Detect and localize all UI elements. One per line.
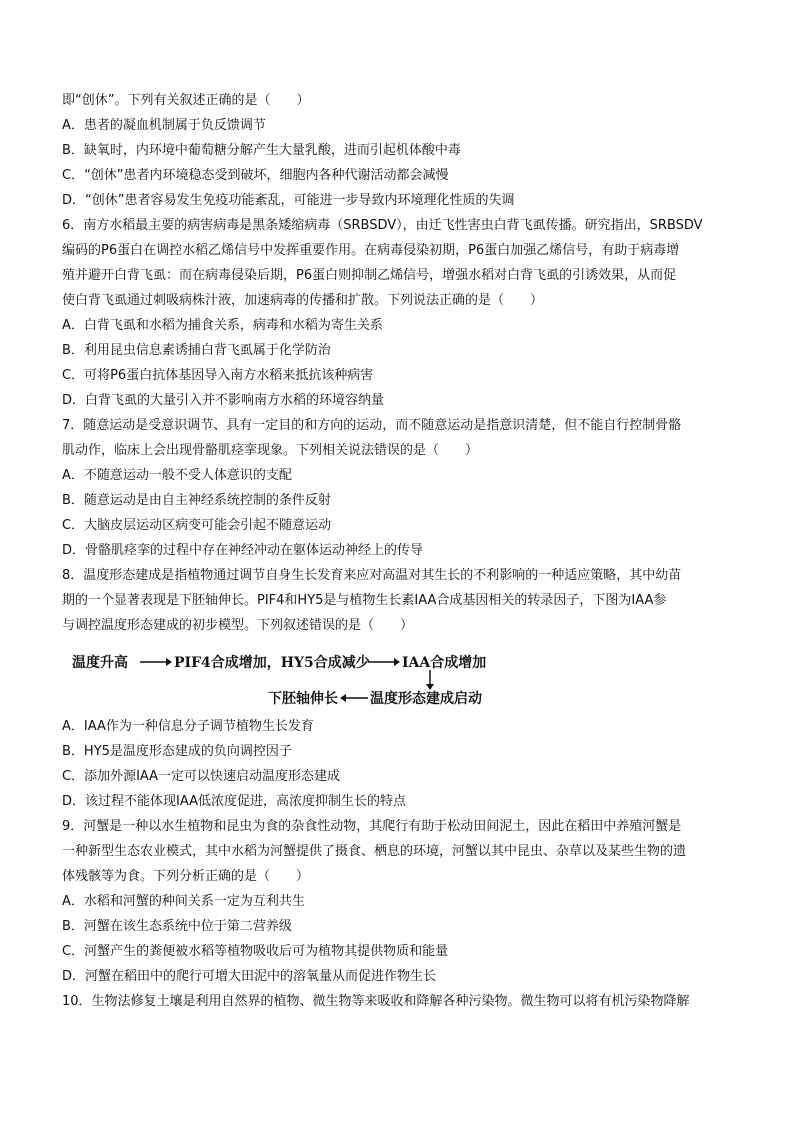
question-7-option-b: B．随意运动是由自主神经系统控制的条件反射 (62, 493, 331, 508)
question-7-stem-line: 7．随意运动是受意识调节、具有一定目的和方向的运动，而不随意运动是指意识清楚，但不能自行控制骨骼 (62, 418, 682, 433)
question-5-option-a: A．患者的凝血机制属于负反馈调节 (62, 118, 266, 133)
arrow-right-icon (140, 656, 172, 668)
arrow-down-icon (424, 670, 436, 690)
question-7-stem-line: 肌动作，临床上会出现骨骼肌痉挛现象。下列相关说法错误的是（ ） (62, 443, 479, 458)
question-9-stem-line: 9．河蟹是一种以水生植物和昆虫为食的杂食性动物，其爬行有助于松动田间泥土，因此在稻田中养殖河蟹是 (62, 819, 682, 834)
question-8-option-a: A．IAA作为一种信息分子调节植物生长发育 (62, 719, 314, 734)
question-6-stem-line: 编码的P6蛋白在调控水稻乙烯信号中发挥重要作用。在病毒侵染初期，P6蛋白加强乙烯信号，有助于病毒增 (62, 243, 680, 258)
question-6-stem-line: 殖并避开白背飞虱：而在病毒侵染后期，P6蛋白则抑制乙烯信号，增强水稻对白背飞虱的引诱效果，从而促 (62, 268, 677, 283)
question-10-stem-line: 10．生物法修复土壤是利用自然界的植物、微生物等来吸收和降解各种污染物。微生物可以将有机污染物降解 (62, 994, 690, 1009)
question-5-block (62, 88, 742, 213)
question-6-stem-line: 6．南方水稻最主要的病害病毒是黑条矮缩病毒（SRBSDV），由迁飞性害虫白背飞虱传播。研究指出，SRBSDV (62, 218, 703, 233)
question-8-stem-line: 8．温度形态建成是指植物通过调节自身生长发育来应对高温对其生长的不利影响的一种适应策略，其中幼苗 (62, 568, 682, 583)
question-9-block (62, 814, 742, 989)
diagram-node-hypocotyl-elongation: 下胚轴伸长 (268, 691, 338, 707)
question-6-option-b: B．利用昆虫信息素诱捕白背飞虱属于化学防治 (62, 343, 331, 358)
iaa-model-diagram (62, 638, 742, 714)
question-8-block (62, 563, 742, 814)
question-8-stem-line: 期的一个显著表现是下胚轴伸长。PIF4和HY5是与植物生长素IAA合成基因相关的转录因子，下图为IAA参 (62, 593, 667, 608)
question-5-option-c: C．“创休”患者内环境稳态受到破坏，细胞内各种代谢活动都会减慢 (62, 168, 449, 183)
question-7-option-a: A．不随意运动一般不受人体意识的支配 (62, 468, 292, 483)
question-8-option-d: D．该过程不能体现IAA低浓度促进，高浓度抑制生长的特点 (62, 794, 406, 809)
question-7-block (62, 413, 742, 563)
question-9-option-a: A．水稻和河蟹的种间关系一定为互利共生 (62, 894, 305, 909)
arrow-left-icon (340, 692, 368, 704)
question-9-option-c: C．河蟹产生的粪便被水稻等植物吸收后可为植物其提供物质和能量 (62, 944, 449, 959)
question-5-stem-end: 即“创休”。下列有关叙述正确的是（ ） (62, 93, 310, 108)
diagram-node-iaa-increase: IAA合成增加 (402, 655, 487, 671)
diagram-node-temperature-rise: 温度升高 (72, 655, 128, 671)
question-6-option-a: A．白背飞虱和水稻为捕食关系，病毒和水稻为寄生关系 (62, 318, 383, 333)
question-10-block (62, 989, 742, 1014)
question-7-option-d: D．骨骼肌痉挛的过程中存在神经冲动在躯体运动神经上的传导 (62, 543, 424, 558)
question-5-option-b: B．缺氧时，内环境中葡萄糖分解产生大量乳酸，进而引起机体酸中毒 (62, 143, 461, 158)
question-9-stem-line: 体残骸等为食。下列分析正确的是（ ） (62, 869, 310, 884)
question-6-stem-line: 使白背飞虱通过刺吸病株汁液，加速病毒的传播和扩散。下列说法正确的是（ ） (62, 293, 544, 308)
question-8-option-b: B．HY5是温度形态建成的负向调控因子 (62, 744, 292, 759)
question-6-option-d: D．白背飞虱的大量引入并不影响南方水稻的环境容纳量 (62, 393, 385, 408)
question-7-option-c: C．大脑皮层运动区病变可能会引起不随意运动 (62, 518, 332, 533)
question-6-block (62, 213, 742, 413)
diagram-node-pif4-hy5: PIF4合成增加，HY5合成减少 (174, 655, 370, 671)
arrow-right-icon (368, 656, 400, 668)
question-9-stem-line: 一种新型生态农业模式，其中水稻为河蟹提供了摄食、栖息的环境，河蟹以其中昆虫、杂草以及某些生物的遗 (62, 844, 687, 859)
question-8-stem-line: 与调控温度形态建成的初步模型。下列叙述错误的是（ ） (62, 618, 414, 633)
question-9-option-d: D．河蟹在稻田中的爬行可增大田泥中的溶氧量从而促进作物生长 (62, 969, 437, 984)
question-6-option-c: C．可将P6蛋白抗体基因导入南方水稻来抵抗该种病害 (62, 368, 374, 383)
diagram-node-thermomorphogenesis-start: 温度形态建成启动 (370, 691, 482, 707)
page-content (62, 88, 742, 1014)
question-5-option-d: D．“创休”患者容易发生免疫功能紊乱，可能进一步导致内环境理化性质的失调 (62, 193, 515, 208)
question-9-option-b: B．河蟹在该生态系统中位于第二营养级 (62, 919, 292, 934)
question-8-option-c: C．添加外源IAA一定可以快速启动温度形态建成 (62, 769, 341, 784)
